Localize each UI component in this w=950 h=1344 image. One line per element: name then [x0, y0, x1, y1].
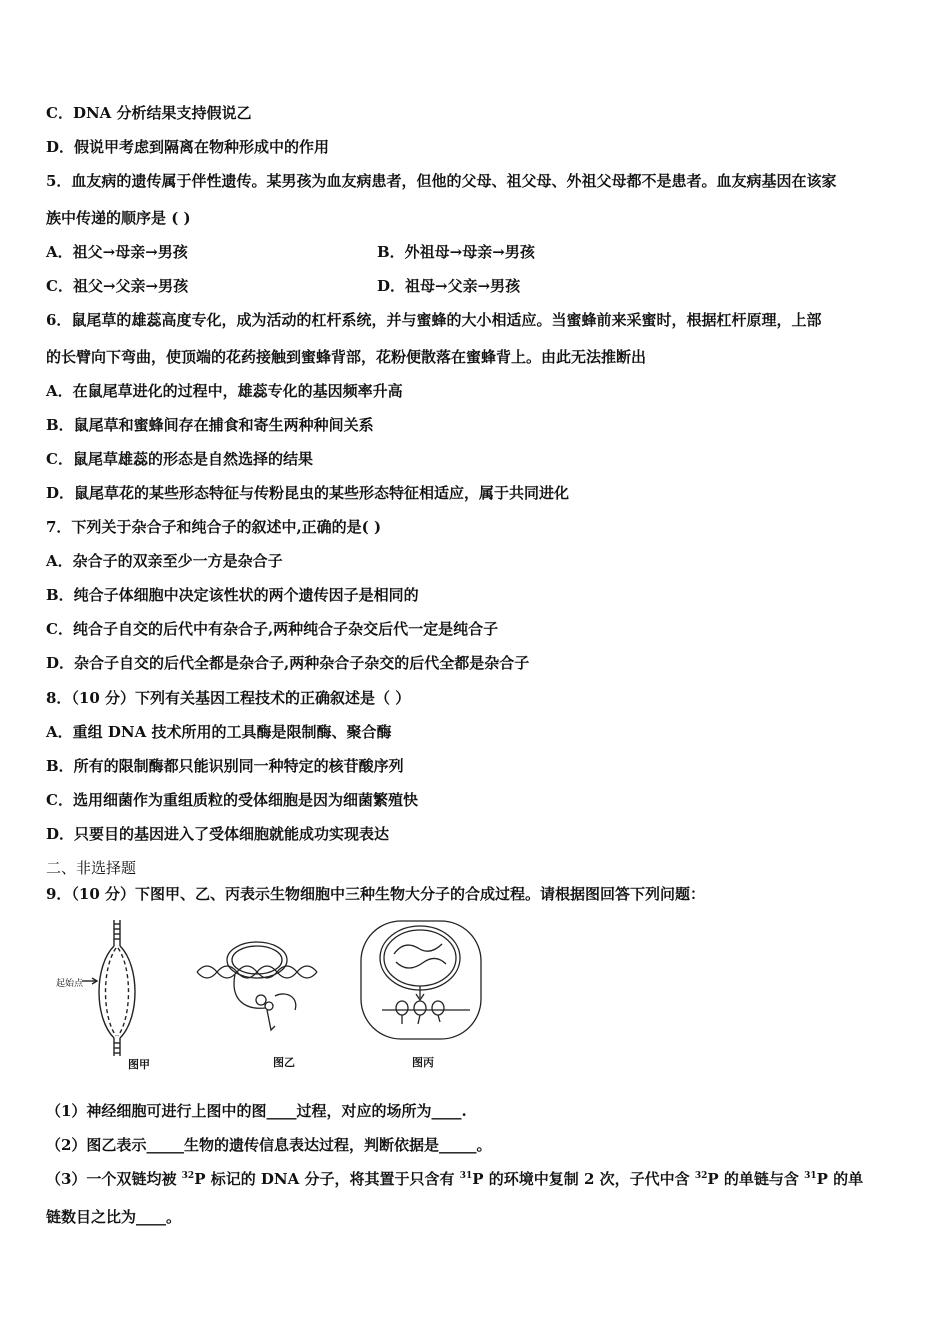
q6-option-d: D．鼠尾草花的某些形态特征与传粉昆虫的某些形态特征相适应，属于共同进化 — [46, 484, 570, 502]
section-heading: 二、非选择题 — [46, 859, 137, 877]
figure-yi-caption: 图乙 — [273, 1056, 295, 1069]
q4-option-d: D．假说甲考虑到隔离在物种形成中的作用 — [46, 138, 330, 156]
q8-stem: 8．（10 分）下列有关基因工程技术的正确叙述是（ ） — [46, 689, 411, 707]
q6-option-c: C．鼠尾草雄蕊的形态是自然选择的结果 — [46, 450, 313, 468]
q9-part3-sup4: 31 — [804, 1171, 817, 1181]
q5-option-d: D．祖母→父亲→男孩 — [377, 277, 521, 295]
q7-option-c: C．纯合子自交的后代中有杂合子,两种纯合子杂交后代一定是纯合子 — [46, 620, 499, 638]
q9-part3-text-e: P 的单 — [816, 1170, 864, 1188]
figure-bing — [358, 918, 488, 1080]
figure-jia — [52, 918, 172, 1078]
q9-part3-text-a: （3）一个双链均被 — [46, 1170, 182, 1188]
q6-stem-line1: 6．鼠尾草的雄蕊高度专化，成为活动的杠杆系统，并与蜜蜂的大小相适应。当蜜蜂前来采蜜时，根据杠杆原理，上部 — [46, 311, 822, 329]
q9-part3-sup2: 31 — [459, 1171, 473, 1181]
figure-yi — [195, 930, 330, 1080]
transcription-translation-diagram — [195, 930, 330, 1050]
q5-option-c: C．祖父→父亲→男孩 — [46, 277, 189, 295]
figure-bing-caption: 图丙 — [412, 1056, 434, 1069]
q5-option-b: B．外祖母→母亲→男孩 — [377, 243, 535, 261]
q7-option-a: A．杂合子的双亲至少一方是杂合子 — [46, 552, 283, 570]
q9-part3-line2: 链数目之比为____。 — [46, 1208, 182, 1226]
origin-label: 起始点 — [56, 979, 84, 989]
q8-option-d: D．只要目的基因进入了受体细胞就能成功实现表达 — [46, 825, 390, 843]
q6-option-a: A．在鼠尾草进化的过程中，雄蕊专化的基因频率升高 — [46, 382, 403, 400]
q9-part3-text-d: P 的单链与含 — [707, 1170, 805, 1188]
q4-option-c: C．DNA 分析结果支持假说乙 — [46, 104, 252, 122]
q6-stem-line2: 的长臂向下弯曲，使顶端的花药接触到蜜蜂背部，花粉便散落在蜜蜂背上。由此无法推断出 — [46, 348, 647, 366]
eukaryotic-cell-diagram — [358, 918, 488, 1048]
q6-option-b: B．鼠尾草和蜜蜂间存在捕食和寄生两种种间关系 — [46, 416, 374, 434]
q5-stem-line2: 族中传递的顺序是 ( ) — [46, 209, 191, 227]
q5-stem-line1: 5．血友病的遗传属于伴性遗传。某男孩为血友病患者，但他的父母、祖父母、外祖父母都不是患者。血友病基因在该家 — [46, 172, 837, 190]
q8-option-b: B．所有的限制酶都只能识别同一种特定的核苷酸序列 — [46, 757, 404, 775]
q9-part3-text-b: P 标记的 DNA 分子，将其置于只含有 — [194, 1170, 460, 1188]
q9-part3-text-c: P 的环境中复制 2 次，子代中含 — [472, 1170, 695, 1188]
figure-jia-caption: 图甲 — [128, 1058, 150, 1071]
q8-option-c: C．选用细菌作为重组质粒的受体细胞是因为细菌繁殖快 — [46, 791, 418, 809]
q5-option-a: A．祖父→母亲→男孩 — [46, 243, 188, 261]
q9-part3-sup3: 32 — [694, 1171, 708, 1181]
q9-part3-line1 — [46, 1169, 863, 1189]
q9-part3-sup1: 32 — [181, 1171, 195, 1181]
q7-option-d: D．杂合子自交的后代全都是杂合子,两种杂合子杂交的后代全都是杂合子 — [46, 654, 530, 672]
q9-stem: 9．（10 分）下图甲、乙、丙表示生物细胞中三种生物大分子的合成过程。请根据图回答下列问题： — [46, 885, 706, 903]
q7-stem: 7．下列关于杂合子和纯合子的叙述中,正确的是( ) — [46, 518, 382, 536]
q9-part2: （2）图乙表示_____生物的遗传信息表达过程，判断依据是_____。 — [46, 1136, 492, 1154]
q9-part1: （1）神经细胞可进行上图中的图____过程，对应的场所为____. — [46, 1102, 467, 1120]
q8-option-a: A．重组 DNA 技术所用的工具酶是限制酶、聚合酶 — [46, 723, 392, 741]
q7-option-b: B．纯合子体细胞中决定该性状的两个遗传因子是相同的 — [46, 586, 419, 604]
